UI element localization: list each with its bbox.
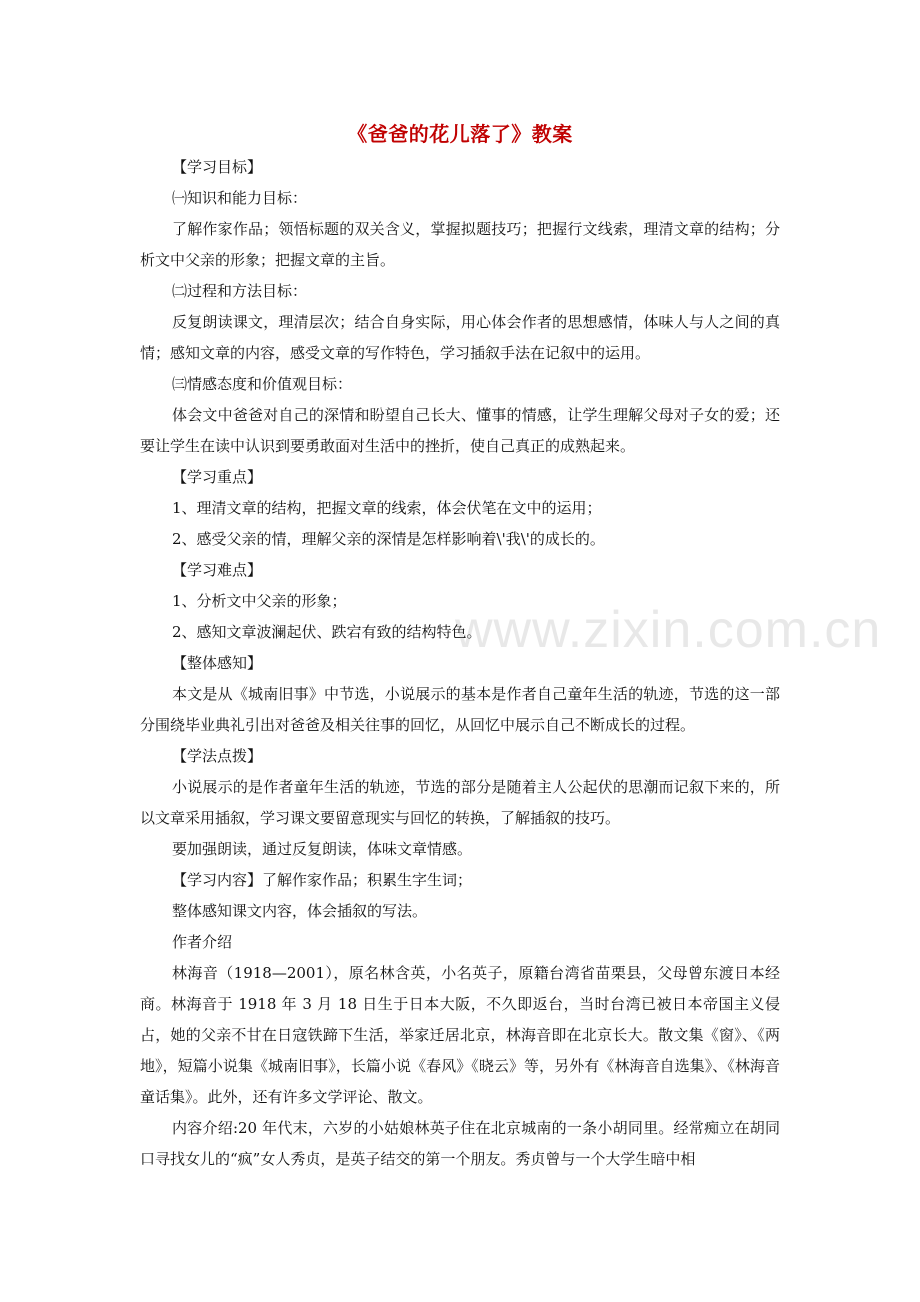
- paragraph: 1、分析文中父亲的形象；: [172, 592, 347, 610]
- paragraph: 整体感知课文内容，体会插叙的写法。: [172, 902, 428, 920]
- paragraph: ㈠知识和能力目标：: [172, 189, 308, 207]
- watermark: www.zixin.com.cn: [455, 601, 882, 659]
- document-title: 《爸爸的花儿落了》教案: [347, 122, 573, 146]
- paragraph: 内容介绍:20 年代末，六岁的小姑娘林英子住在北京城南的一条小胡同里。经常痴立在胡同口寻找女儿的“疯”女人秀贞，是英子结交的第一个朋友。秀贞曾与一个大学生暗中相: [140, 1119, 780, 1168]
- paragraph: 【学习难点】: [172, 561, 263, 579]
- paragraph: 2、感知文章波澜起伏、跌宕有致的结构特色。: [172, 623, 482, 641]
- paragraph: 【整体感知】: [172, 654, 263, 672]
- paragraph: 2、感受父亲的情，理解父亲的深情是怎样影响着\'我\'的成长的。: [172, 530, 605, 548]
- paragraph: 作者介绍: [172, 933, 233, 951]
- paragraph: 体会文中爸爸对自己的深情和盼望自己长大、懂事的情感，让学生理解父母对子女的爱；还要让学生在读中认识到要勇敢面对生活中的挫折，使自己真正的成熟起来。: [140, 406, 780, 455]
- paragraph: 林海音（1918—2001），原名林含英，小名英子，原籍台湾省苗栗县，父母曾东渡日本经商。林海音于 1918 年 3 月 18 日生于日本大阪，不久即返台，当时台湾已被日本帝国主义侵占，她的父亲不甘在日寇铁蹄下生活，举家迁居北京，林海音即在北京长大。散文集《窗》、《两地》，短篇小说集《城南旧事》，长篇小说《春风》《晓云》等，另外有《林海音自选集》、《林海音童话集》。此外，还有许多文学评论、散文。: [140, 964, 780, 1106]
- paragraph: 小说展示的是作者童年生活的轨迹，节选的部分是随着主人公起伏的思潮而记叙下来的，所以文章采用插叙，学习课文要留意现实与回忆的转换，了解插叙的技巧。: [140, 778, 780, 827]
- paragraph: 了解作家作品；领悟标题的双关含义，掌握拟题技巧；把握行文线索，理清文章的结构；分析文中父亲的形象；把握文章的主旨。: [140, 220, 780, 269]
- paragraph: ㈡过程和方法目标：: [172, 282, 308, 300]
- paragraph: 反复朗读课文，理清层次；结合自身实际，用心体会作者的思想感情，体味人与人之间的真情；感知文章的内容，感受文章的写作特色，学习插叙手法在记叙中的运用。: [140, 313, 780, 362]
- paragraph: ㈢情感态度和价值观目标：: [172, 375, 353, 393]
- paragraph: 【学习重点】: [172, 468, 263, 486]
- paragraph: 【学法点拨】: [172, 747, 263, 765]
- paragraph: 1、理清文章的结构，把握文章的线索，体会伏笔在文中的运用；: [172, 499, 602, 517]
- document-body: [140, 152, 780, 1175]
- paragraph: 【学习目标】: [172, 158, 263, 176]
- paragraph: 本文是从《城南旧事》中节选，小说展示的基本是作者自己童年生活的轨迹，节选的这一部分围绕毕业典礼引出对爸爸及相关往事的回忆，从回忆中展示自己不断成长的过程。: [140, 685, 780, 734]
- paragraph: 【学习内容】了解作家作品；积累生字生词；: [172, 871, 473, 889]
- paragraph: 要加强朗读，通过反复朗读，体味文章情感。: [172, 840, 473, 858]
